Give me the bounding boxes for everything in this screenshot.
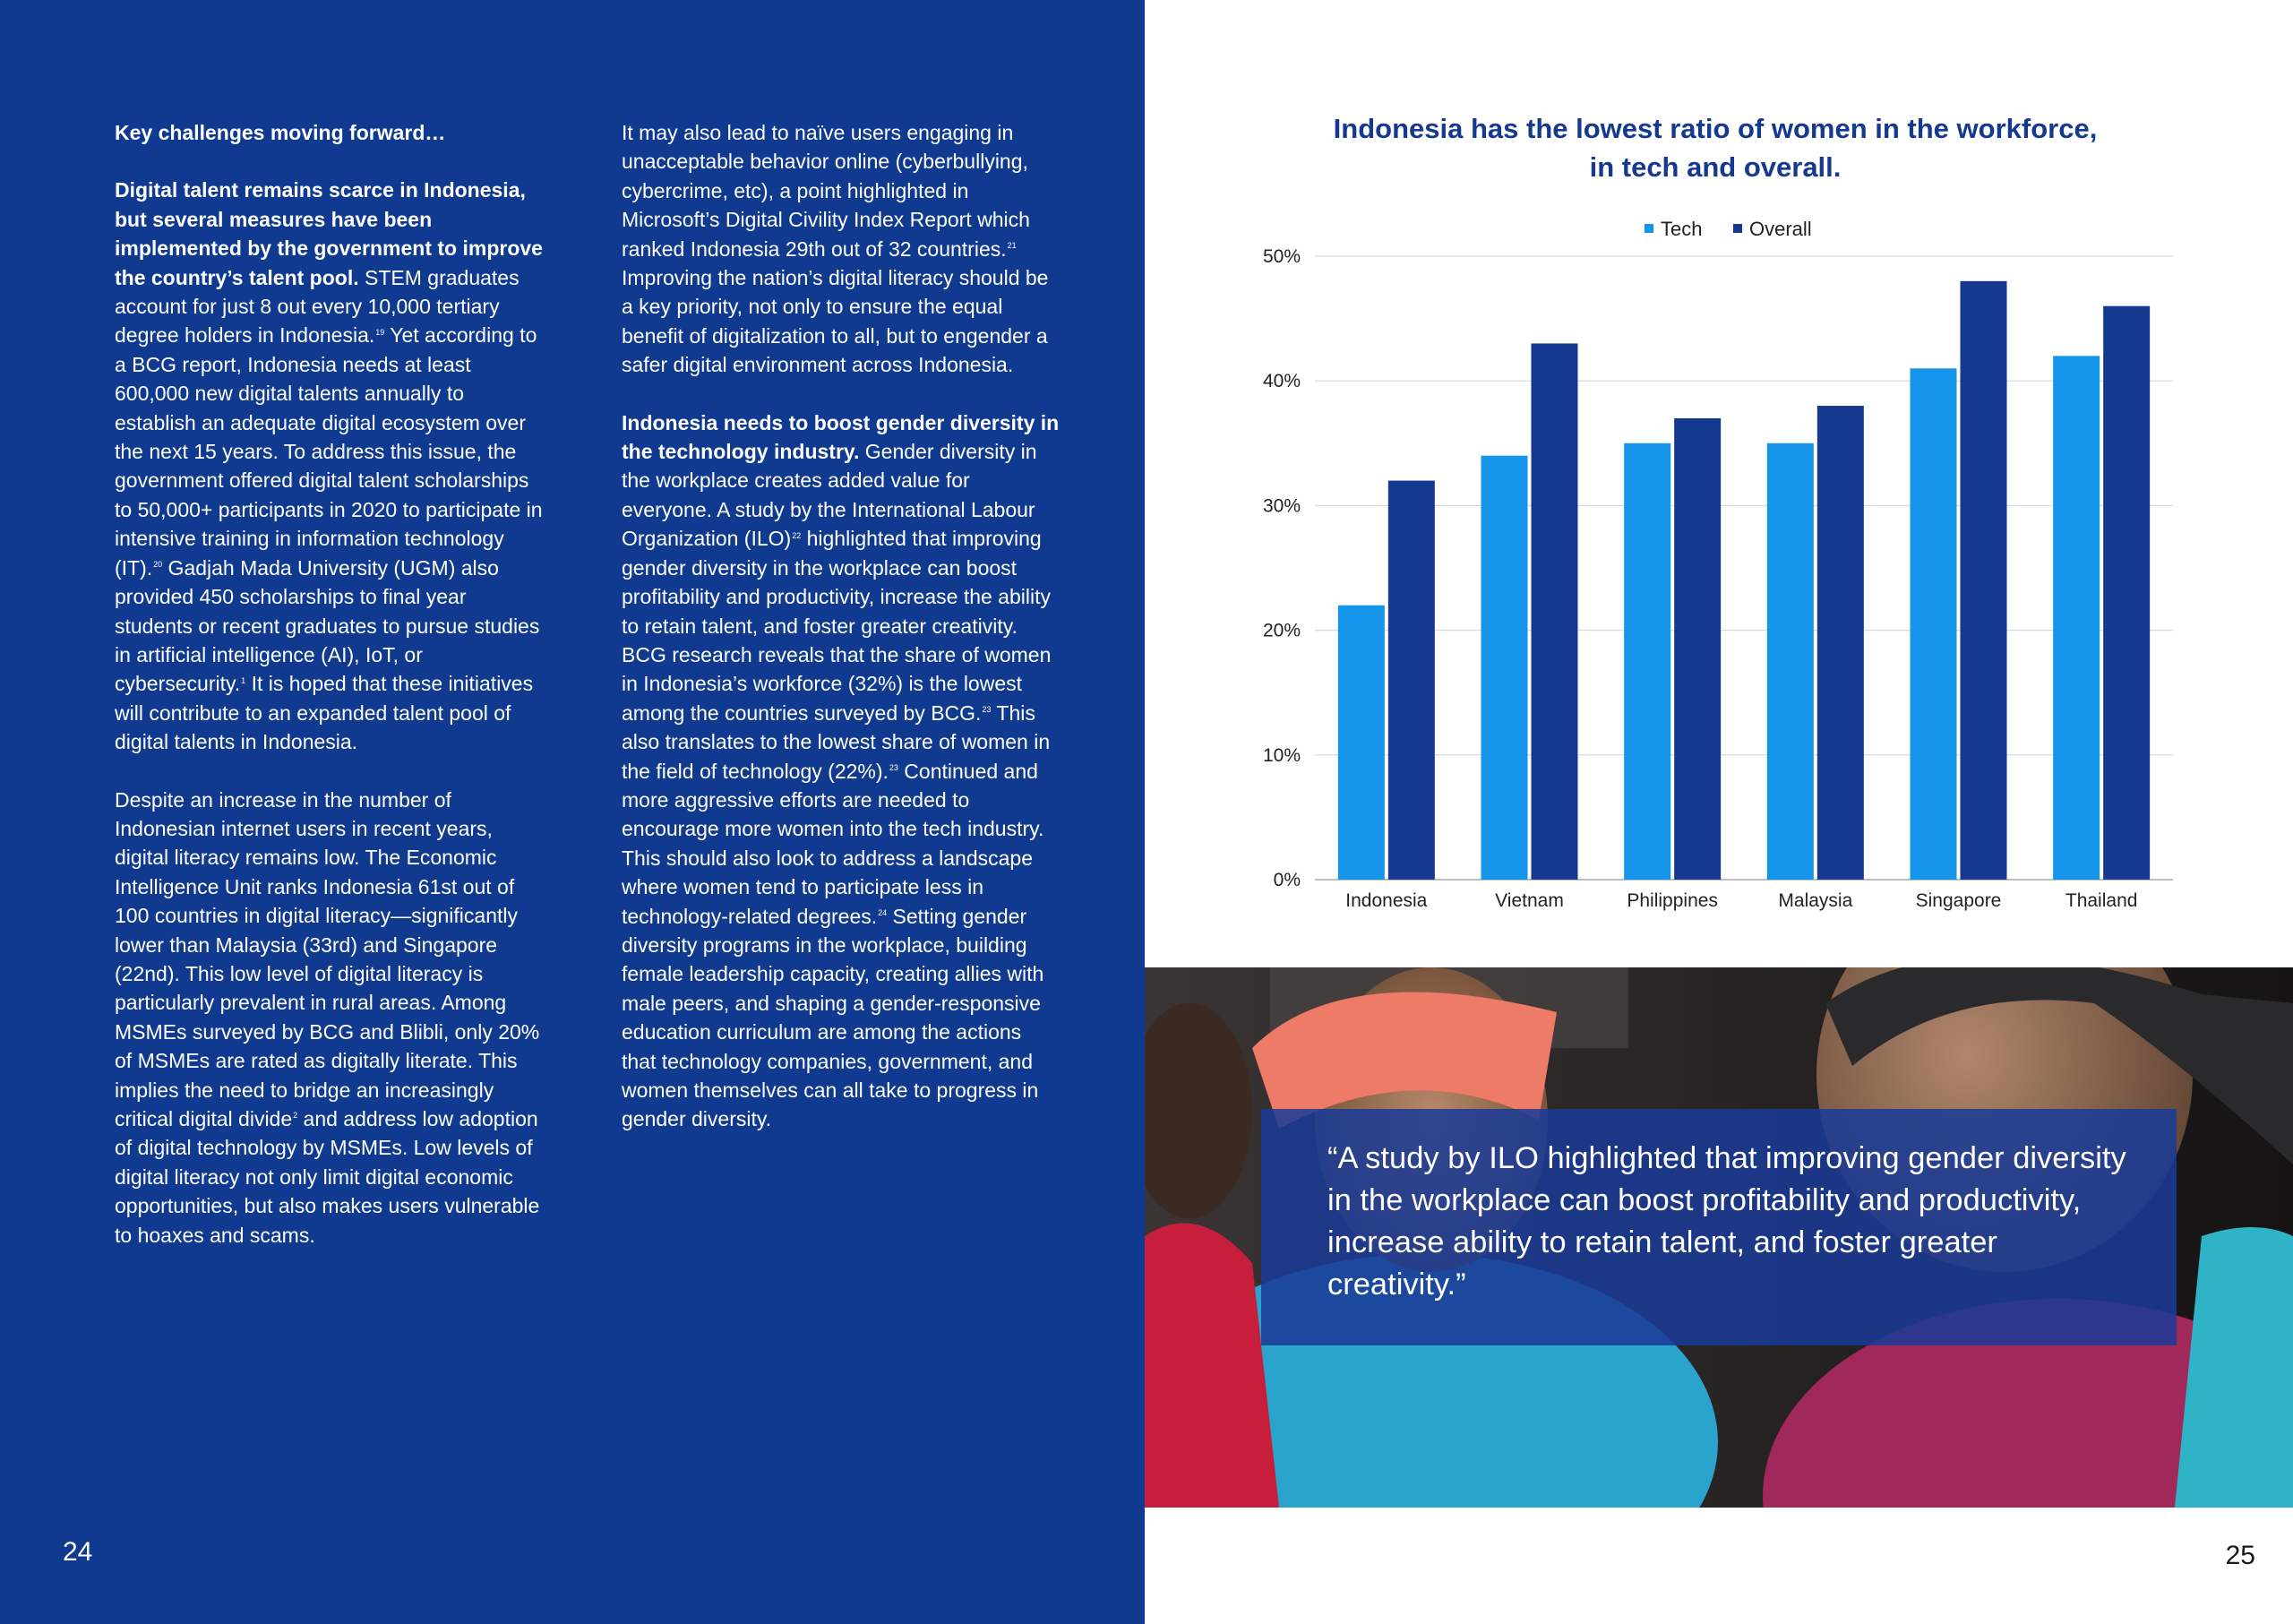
chart-gridlines [1315, 256, 2173, 880]
bar-overall-thailand [2103, 306, 2150, 880]
y-tick-label: 10% [1262, 744, 1301, 766]
footnote-ref: 24 [878, 907, 888, 917]
bar-tech-vietnam [1481, 456, 1528, 880]
x-tick-label: Singapore [1915, 890, 2002, 911]
legend-label-overall: Overall [1749, 218, 1812, 240]
text-column-left [115, 118, 545, 1278]
bar-overall-singapore [1961, 281, 2007, 880]
chart-bars [1338, 281, 2150, 880]
bar-tech-thailand [2053, 356, 2100, 880]
x-tick-label: Malaysia [1778, 890, 1853, 911]
footnote-ref: 23 [889, 762, 898, 772]
bar-chart [1236, 197, 2186, 932]
bar-overall-philippines [1674, 418, 1721, 880]
paragraph-naive-users: It may also lead to naïve users engaging in unacceptable behavior online (cyberbullying, cybercrime, etc), a point highlighted in Microsoft’s Digital Civility Index Report which ranked Indonesia 29th out of 32 countries.$^{21}$ Improving the nation’s digital literacy should be a key priority, not only to ensure the equal benefit of digitalization to all, but to engender a safer digital environment across Indonesia. [622, 121, 1049, 377]
x-tick-label: Thailand [2065, 890, 2138, 911]
bar-overall-indonesia [1388, 481, 1435, 880]
section-heading: Key challenges moving forward… [115, 121, 446, 144]
left-page [0, 0, 1145, 1624]
footnote-ref: 21 [1007, 240, 1017, 250]
page-number-right: 25 [2225, 1541, 2255, 1570]
bar-tech-philippines [1624, 443, 1670, 880]
bar-tech-malaysia [1767, 443, 1814, 880]
y-axis-ticks [1263, 246, 1301, 890]
paragraph-lead: Digital talent remains scarce in Indonesia, but several measures have been implemented by the government to improve the country’s talent pool. [115, 178, 543, 289]
footnote-ref: 19 [375, 327, 385, 337]
quote-box [1261, 1109, 2177, 1345]
bar-tech-indonesia [1338, 606, 1385, 880]
bar-overall-malaysia [1817, 406, 1864, 880]
bar-tech-singapore [1911, 368, 1957, 880]
x-axis-ticks [1345, 890, 2137, 911]
x-tick-label: Philippines [1627, 890, 1718, 911]
text-column-right [622, 118, 1061, 1163]
legend-label-tech: Tech [1661, 218, 1703, 240]
x-tick-label: Indonesia [1345, 890, 1428, 911]
page-number-left: 24 [63, 1537, 93, 1567]
footnote-ref: 2 [293, 1111, 298, 1121]
pull-quote: “A study by ILO highlighted that improving gender diversity in the workplace can boost profitability and productivity, increase ability to retain talent, and foster greater creativity.” [1327, 1141, 2126, 1302]
x-tick-label: Vietnam [1495, 890, 1564, 911]
chart-title: Indonesia has the lowest ratio of women in the workforce, in tech and overall. [1333, 113, 2098, 183]
bar-overall-vietnam [1532, 343, 1578, 880]
y-tick-label: 40% [1262, 371, 1301, 392]
paragraph-lead: Indonesia needs to boost gender diversity in the technology industry. [622, 410, 1060, 464]
paragraph-digital-talent: Digital talent remains scarce in Indonesia, but several measures have been implemented by the government to improve the country’s talent pool. STEM graduates account for just 8 out every 10,000 tertiary degree holders in Indonesia.$^{19}$ Yet according to a BCG report, Indonesia needs at least 600,000 new digital talents annually to establish an adequate digital ecosystem over the next 15 years. To address this issue, the government offered digital talent scholarships to 50,000+ participants in 2020 to participate in intensive training in information technology (IT).$^{20}$ Gadjah Mada University (UGM) also provided 450 scholarships to final year students or recent graduates to pursue studies in artificial intelligence (AI), IoT, or cybersecurity.$^1$ It is hoped that these initiatives will contribute to an expanded talent pool of digital talents in Indonesia. [115, 178, 543, 754]
paragraph-digital-literacy: Despite an increase in the number of Indonesian internet users in recent years, digital literacy remains low. The Economic Intelligence Unit ranks Indonesia 61st out of 100 countries in digital literacy—significantly lower than Malaysia (33rd) and Singapore (22nd). This low level of digital literacy is particularly prevalent in rural areas. Among MSMEs surveyed by BCG and Blibli, only 20% of MSMEs are rated as digitally literate. This implies the need to bridge an increasingly critical digital divide$^2$ and address low adoption of digital technology by MSMEs. Low levels of digital literacy not only limit digital economic opportunities, but also makes users vulnerable to hoaxes and scams. [115, 787, 540, 1247]
y-tick-label: 30% [1262, 495, 1301, 517]
y-tick-label: 20% [1262, 620, 1301, 641]
footnote-ref: 1 [241, 675, 246, 685]
legend-swatch-tech [1645, 224, 1653, 233]
footnote-ref: 23 [982, 705, 992, 715]
paragraph-gender-diversity: Indonesia needs to boost gender diversity in the technology industry. Gender diversity in the workplace creates added value for everyone. A study by the International Labour Organization (ILO)$^{22}$ highlighted that improving gender diversity in the workplace can boost profitability and productivity, increase the ability to retain talent, and foster greater creativity. BCG research reveals that the share of women in Indonesia’s workforce (32%) is the lowest among the countries surveyed by BCG.$^{23}$ This also translates to the lowest share of women in the field of technology (22%).$^{23}$ Continued and more aggressive efforts are needed to encourage more women into the tech industry. This should also look to address a landscape where women tend to participate less in technology-related degrees.$^{24}$ Setting gender diversity programs in the workplace, building female leadership capacity, creating allies with male peers, and shaping a gender-responsive education curriculum are among the actions that technology companies, government, and women themselves can all take to progress in gender diversity. [622, 410, 1060, 1131]
footnote-ref: 20 [153, 560, 163, 570]
y-tick-label: 50% [1262, 246, 1301, 267]
y-tick-label: 0% [1273, 870, 1301, 890]
legend-swatch-overall [1733, 224, 1742, 233]
chart-legend [1645, 218, 1812, 240]
footnote-ref: 22 [792, 530, 802, 540]
